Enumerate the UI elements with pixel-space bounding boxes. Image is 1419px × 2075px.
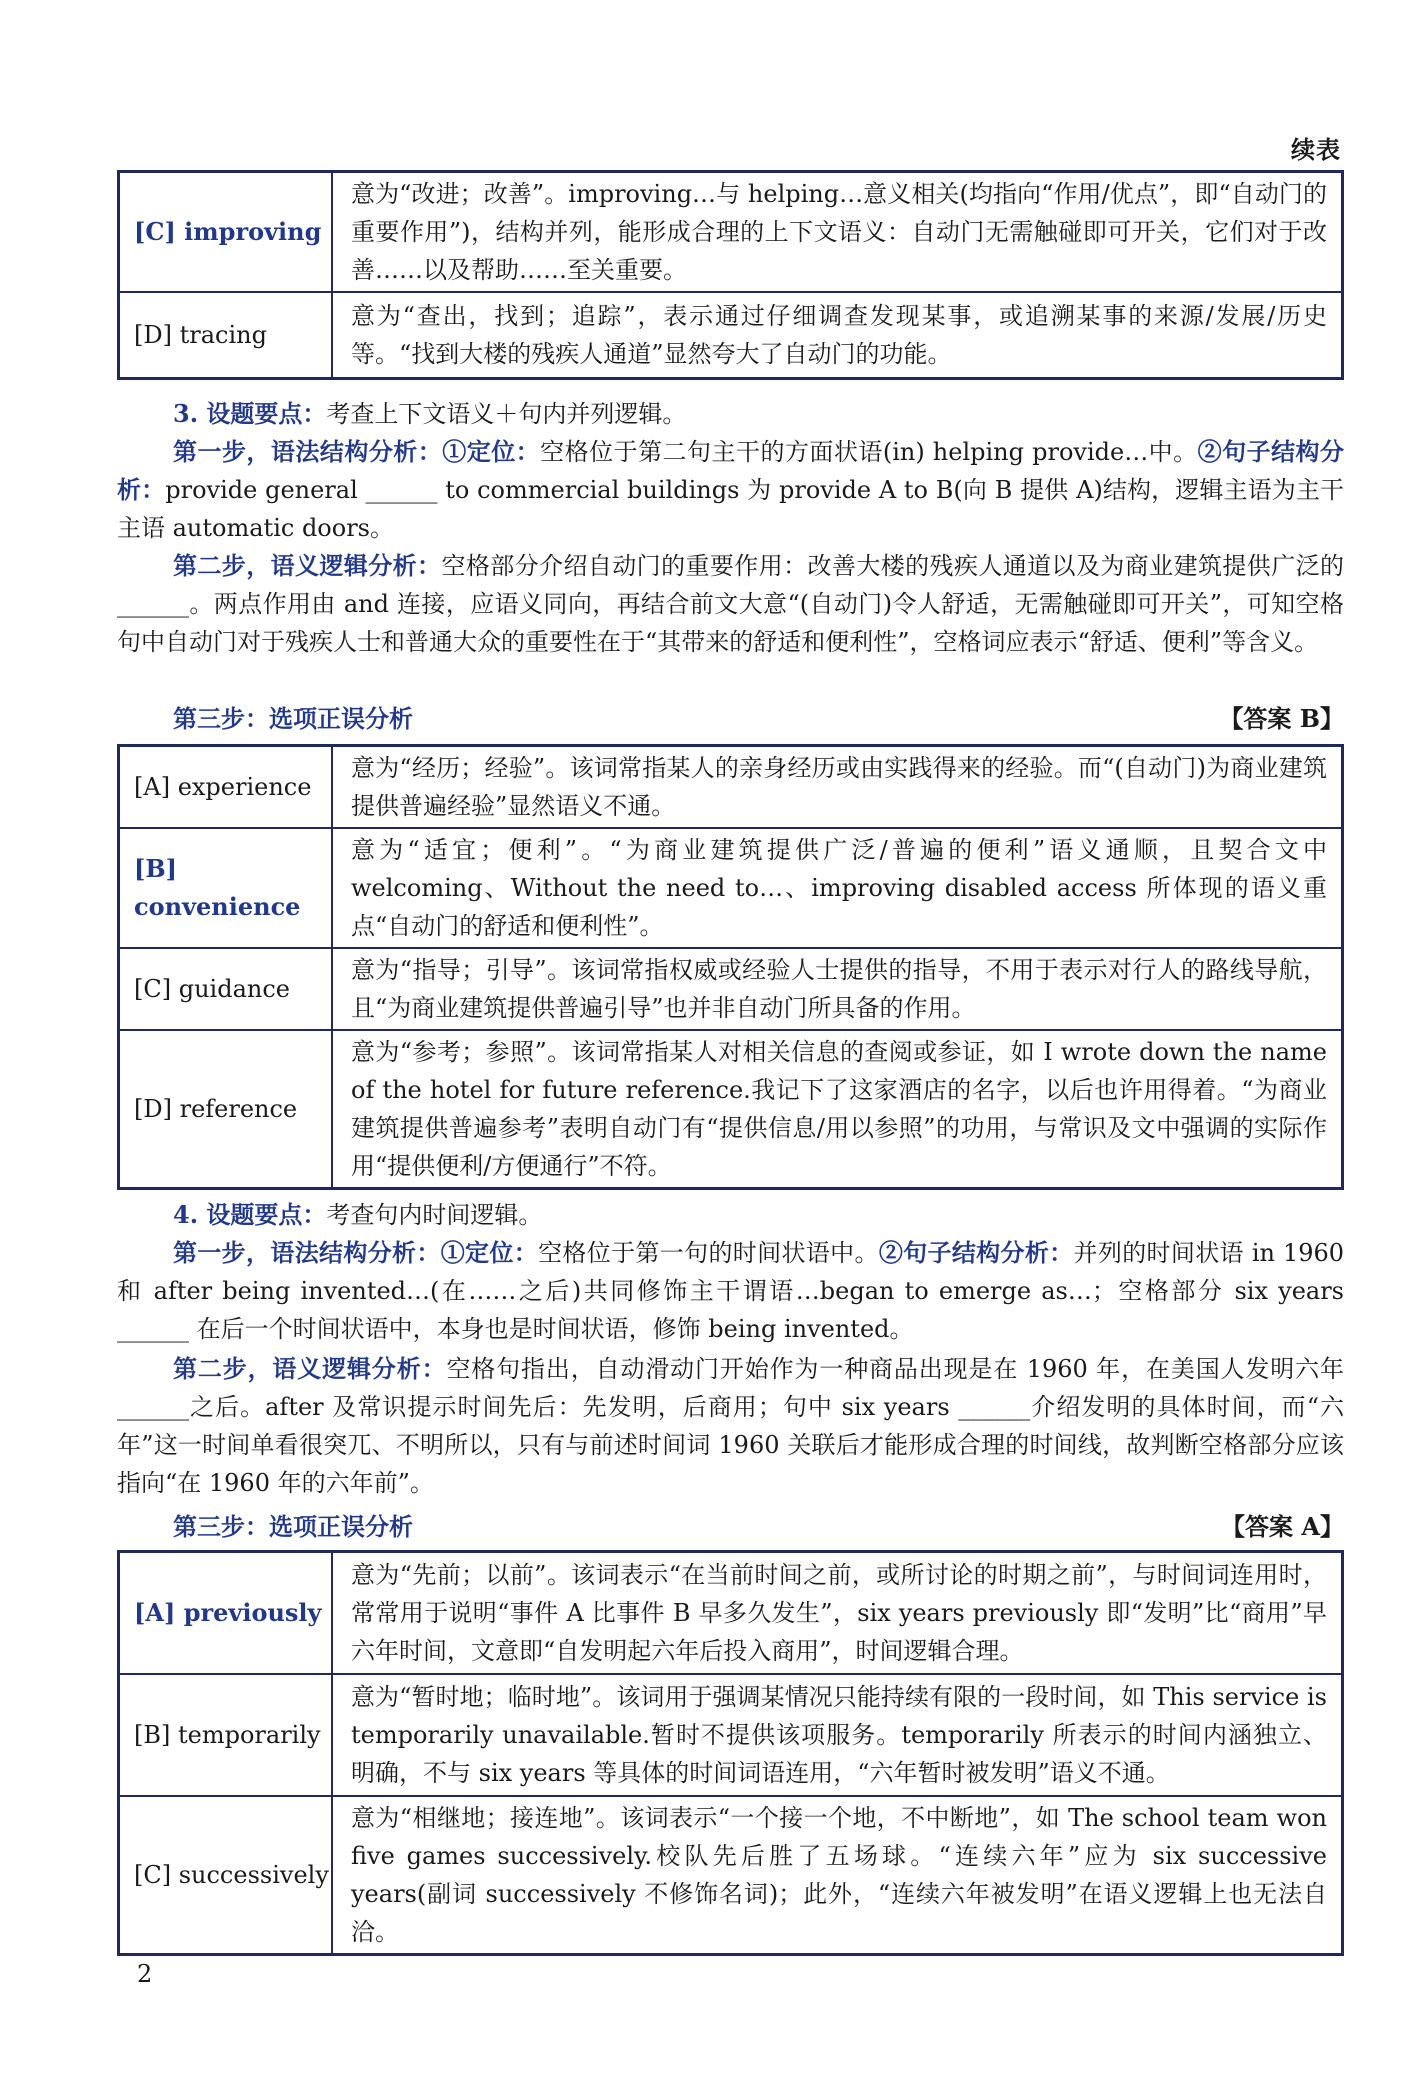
option-explanation: 意为“指导；引导”。该词常指权威或经验人士提供的指导，不用于表示对行人的路线导航，且“为商业建筑提供普遍引导”也并非自动门所具备的作用。 — [332, 948, 1343, 1030]
q4-answer: 【答案 A】 — [1221, 1512, 1344, 1541]
options-table-q2 — [117, 170, 1344, 380]
q4-loc-text: 空格位于第一句的时间状语中。 — [538, 1239, 879, 1267]
q3-step2-text: 空格部分介绍自动门的重要作用：改善大楼的残疾人通道以及为商业建筑提供广泛的______。两点作用由 and 连接，应语义同向，再结合前文大意“(自动门)令人舒适，无需触碰即可开关”，可知空格句中自动门对于残疾人士和普通大众的重要性在于“其带来的舒适和便利性”，空格词应表示“舒适、便利”等含义。 — [117, 552, 1345, 656]
q4-step3-label: 第三步：选项正误分析 — [173, 1512, 413, 1541]
option-label: [D] reference — [119, 1030, 333, 1189]
continued-label: 续表 — [1291, 135, 1341, 164]
option-explanation: 意为“参考；参照”。该词常指某人对相关信息的查阅或参证，如 I wrote down the name of the hotel for future reference.我记下了这家酒店的名字，以后也许用得着。“为商业建筑提供普遍参考”表明自动门有“提供信息/用以参照”的功用，与常识及文中强调的实际作用“提供便利/方便通行”不符。 — [332, 1030, 1343, 1189]
table-row — [119, 1796, 1343, 1955]
option-label: [D] tracing — [119, 292, 333, 378]
q3-step1-label: 第一步，语法结构分析： — [173, 437, 443, 466]
q3-step2 — [117, 547, 1344, 661]
options-table-q4 — [117, 1550, 1344, 1956]
table-row — [119, 828, 1343, 948]
q3-answer: 【答案 B】 — [1219, 704, 1344, 733]
q3-step1 — [117, 433, 1344, 547]
table-row — [119, 1552, 1343, 1674]
option-explanation: 意为“相继地；接连地”。该词表示“一个接一个地，不中断地”，如 The school team won five games successively.校队先后胜了五场球。“连续六年”应为 six successive years(副词 successively 不修饰名词)；此外，“连续六年被发明”在语义逻辑上也无法自洽。 — [332, 1796, 1343, 1955]
q4-step1 — [117, 1234, 1344, 1348]
option-label: [C] improving — [119, 172, 333, 293]
q3-step3-label: 第三步：选项正误分析 — [173, 704, 413, 733]
q4-step1-label: 第一步，语法结构分析： — [173, 1238, 441, 1267]
q4-point-text: 考查句内时间逻辑。 — [326, 1201, 543, 1229]
table-row — [119, 1674, 1343, 1796]
option-explanation: 意为“查出，找到；追踪”，表示通过仔细调查发现某事，或追溯某事的来源/发展/历史等。“找到大楼的残疾人通道”显然夸大了自动门的功能。 — [332, 292, 1343, 378]
q3-point-text: 考查上下文语义＋句内并列逻辑。 — [326, 400, 687, 428]
q4-step2 — [117, 1350, 1344, 1502]
q3-step3 — [117, 700, 1344, 738]
page-number: 2 — [137, 1960, 153, 1988]
table-row — [119, 948, 1343, 1030]
option-explanation: 意为“改进；改善”。improving…与 helping…意义相关(均指向“作用/优点”，即“自动门的重要作用”)，结构并列，能形成合理的上下文语义：自动门无需触碰即可开关，它们对于改善……以及帮助……至关重要。 — [332, 172, 1343, 293]
table-row — [119, 1030, 1343, 1189]
q3-point — [117, 395, 1344, 433]
q4-loc-label: ①定位： — [440, 1238, 539, 1267]
table-row — [119, 746, 1343, 829]
option-label: [B] convenience — [119, 828, 333, 948]
q3-point-label: 3. 设题要点： — [173, 399, 327, 428]
table-row — [119, 172, 1343, 293]
q4-struct-text: 并列的时间状语 in 1960 和 after being invented…(在……之后)共同修饰主干谓语…began to emerge as…；空格部分 six years ______ 在后一个时间状语中，本身也是时间状语，修饰 being invented。 — [117, 1239, 1345, 1343]
q4-struct-label: ②句子结构分析： — [878, 1238, 1074, 1267]
option-label: [C] successively — [119, 1796, 333, 1955]
q4-point-label: 4. 设题要点： — [173, 1200, 327, 1229]
q4-step2-label: 第二步，语义逻辑分析： — [173, 1354, 447, 1383]
option-explanation: 意为“经历；经验”。该词常指某人的亲身经历或由实践得来的经验。而“(自动门)为商业建筑提供普遍经验”显然语义不通。 — [332, 746, 1343, 829]
option-explanation: 意为“暂时地；临时地”。该词用于强调某情况只能持续有限的一段时间，如 This service is temporarily unavailable.暂时不提供该项服务。temporarily 所表示的时间内涵独立、明确，不与 six years 等具体的时间词语连用，“六年暂时被发明”语义不通。 — [332, 1674, 1343, 1796]
option-explanation: 意为“适宜；便利”。“为商业建筑提供广泛/普遍的便利”语义通顺，且契合文中 welcoming、Without the need to…、improving disabled access 所体现的语义重点“自动门的舒适和便利性”。 — [332, 828, 1343, 948]
options-table-q3 — [117, 744, 1344, 1190]
q4-step3 — [117, 1508, 1344, 1546]
q3-loc-label: ①定位： — [442, 437, 541, 466]
table-row — [119, 292, 1343, 378]
option-label: [A] previously — [119, 1552, 333, 1674]
option-label: [C] guidance — [119, 948, 333, 1030]
q3-loc-text: 空格位于第二句主干的方面状语(in) helping provide…中。 — [540, 438, 1198, 466]
q3-struct-text: provide general ______ to commercial buildings 为 provide A to B(向 B 提供 A)结构，逻辑主语为主干主语 automatic doors。 — [117, 476, 1345, 542]
option-label: [A] experience — [119, 746, 333, 829]
option-label: [B] temporarily — [119, 1674, 333, 1796]
q3-step2-label: 第二步，语义逻辑分析： — [173, 551, 442, 580]
option-explanation: 意为“先前；以前”。该词表示“在当前时间之前，或所讨论的时期之前”，与时间词连用时，常常用于说明“事件 A 比事件 B 早多久发生”，six years previously 即“发明”比“商用”早六年时间，文意即“自发明起六年后投入商用”，时间逻辑合理。 — [332, 1552, 1343, 1674]
q3-struct-label: ②句子结构分析： — [117, 437, 1345, 504]
q4-point — [117, 1196, 1344, 1234]
q4-step2-text: 空格句指出，自动滑动门开始作为一种商品出现是在 1960 年，在美国人发明六年______之后。after 及常识提示时间先后：先发明，后商用；句中 six years ______介绍发明的具体时间，而“六年”这一时间单看很突兀、不明所以，只有与前述时间词 1960 关联后才能形成合理的时间线，故判断空格部分应该指向“在 1960 年的六年前”。 — [117, 1355, 1344, 1497]
